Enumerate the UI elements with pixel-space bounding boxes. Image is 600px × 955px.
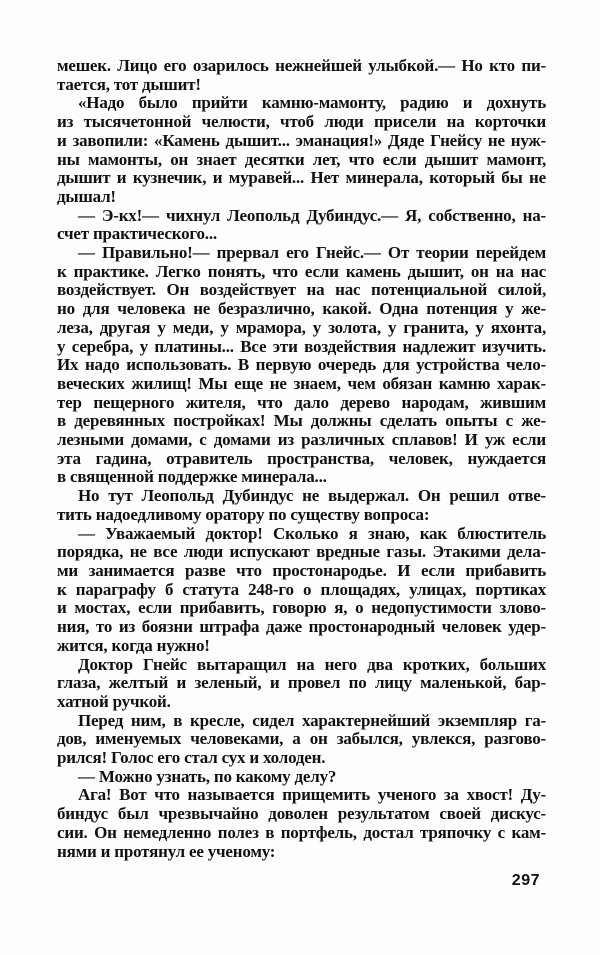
text-line: тается, тот дышит! <box>57 74 201 94</box>
text-line: ми занимается разве что простонародье. И если прибавить <box>57 560 546 580</box>
text-line: дышал! <box>57 186 116 206</box>
text-line: у серебра, у платины... Все эти воздействия надлежит изучить. <box>57 336 546 356</box>
text-line: хатной ручкой. <box>57 691 171 711</box>
text-line: в священной поддержке минерала... <box>57 467 327 487</box>
text-line: к параграфу б статута 248-го о площадях, улицах, портиках <box>57 579 546 599</box>
text-line: ны мамонты, он знает десятки лет, что если дышит мамонт, <box>57 149 546 169</box>
text-line: — Можно узнать, по какому делу? <box>78 766 337 786</box>
text-line: — Правильно!— прервал его Гнейс.— От теории перейдем <box>78 243 546 263</box>
text-line: порядка, не все люди испускают вредные газы. Этакими дела- <box>57 542 546 562</box>
text-line: но для человека не безразлично, какой. Одна потенция у же- <box>57 299 546 319</box>
text-line: леза, другая у меди, у мрамора, у золота, у гранита, у яхонта, <box>57 317 546 337</box>
text-line: Их надо использовать. В первую очередь для устройства чело- <box>57 355 546 375</box>
text-line: к практике. Легко понять, что если камень дышит, он на нас <box>57 261 546 281</box>
text-line: в деревянных постройках! Мы должны сделать опыты с же- <box>57 411 546 431</box>
text-line: и завопили: «Камень дышит... эманация!» Дяде Гнейсу не нуж- <box>57 130 546 150</box>
text-line: ния, то из боязни штрафа даже простонародный человек удер- <box>57 617 546 637</box>
text-block <box>57 57 546 861</box>
text-line: из тысячетонной челюсти, чтоб люди присели на корточки <box>57 112 546 132</box>
text-line: Ага! Вот что называется прищемить ученого за хвост! Ду- <box>78 785 546 805</box>
text-line: — Уважаемый доктор! Сколько я знаю, как блюститель <box>78 523 546 543</box>
text-line: рился! Голос его стал сух и холоден. <box>57 748 326 768</box>
text-line: сии. Он немедленно полез в портфель, достал тряпочку с кам- <box>57 822 546 842</box>
text-line: эта гадина, отравитель пространства, человек, нуждается <box>57 448 546 468</box>
text-line: счет практического... <box>57 224 217 244</box>
text-line: жится, когда нужно! <box>57 635 210 655</box>
text-line: дышит и кузнечик, и муравей... Нет минерала, который бы не <box>57 168 546 188</box>
text-line: Перед ним, в кресле, сидел характернейший экземпляр га- <box>78 710 546 730</box>
text-line: глаза, желтый и зеленый, и провел по лицу маленькой, бар- <box>57 673 546 693</box>
text-line: Но тут Леопольд Дубиндус не выдержал. Он решил отве- <box>78 486 546 506</box>
text-line: и мостах, если прибавить, говорю я, о недопустимости злово- <box>57 598 546 618</box>
text-line: лезными домами, с домами из различных сплавов! И уж если <box>57 430 546 450</box>
text-line: тер пещерного жителя, что дало дерево народам, жившим <box>57 392 546 412</box>
text-line: нями и протянул ее ученому: <box>57 841 276 861</box>
text-line: тить надоедливому оратору по существу вопроса: <box>57 504 430 524</box>
page-number: 297 <box>511 872 540 889</box>
text-line: Доктор Гнейс вытаращил на него два кротких, больших <box>78 654 546 674</box>
text-line: дов, именуемых человеками, а он забылся, увлекся, разгово- <box>57 729 546 749</box>
text-line: биндус был чрезвычайно доволен результатом своей дискус- <box>57 804 546 824</box>
text-line: воздействует. Он воздействует на нас потенциальной силой, <box>57 280 546 300</box>
text-line: «Надо было прийти камню-мамонту, радию и дохнуть <box>78 93 546 113</box>
text-line: — Э-кх!— чихнул Леопольд Дубиндус.— Я, собственно, на- <box>78 205 546 225</box>
text-line: мешек. Лицо его озарилось нежнейшей улыбкой.— Но кто пи- <box>57 56 546 75</box>
text-line: веческих жилищ! Мы еще не знаем, чем обязан камню харак- <box>57 373 546 393</box>
